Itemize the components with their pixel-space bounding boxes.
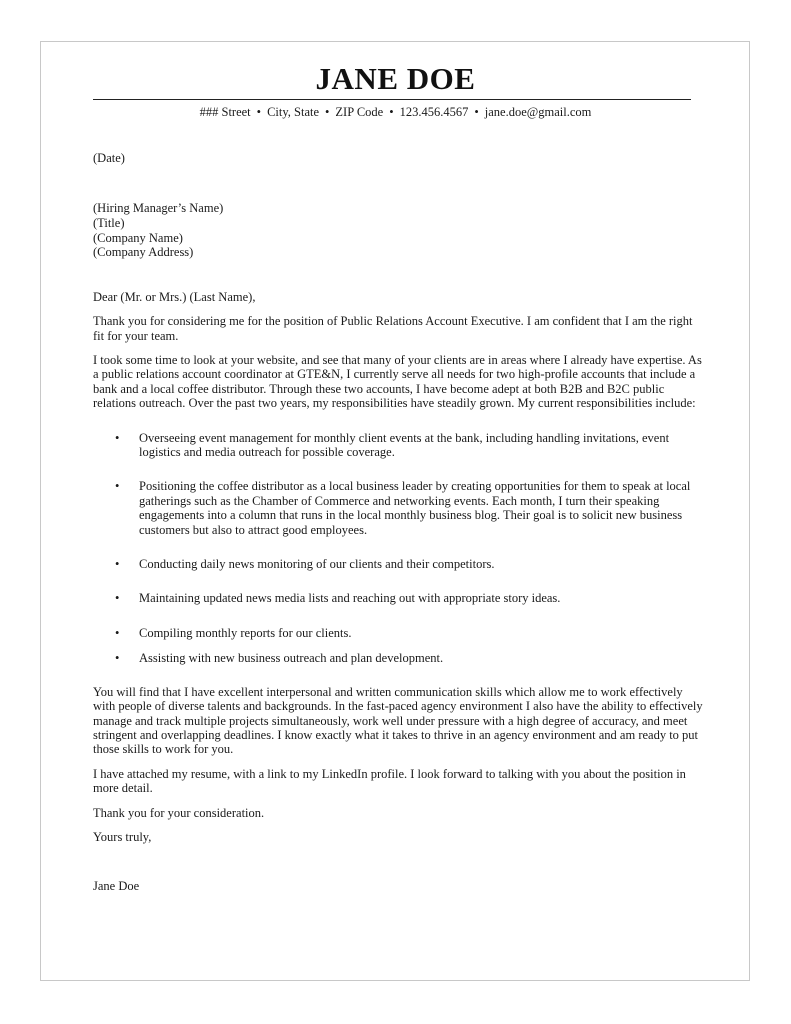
recipient-title: (Title) [93,216,125,230]
experience-paragraph: I took some time to look at your website, and see that many of your clients are in areas where I already have expertise. As a public relations account coordinator at GTE&N, I currently serve all needs for two high-profile accounts that include a bank and a local coffee distributor. Through these two accounts, I have become adept at both B2B and B2C public relations outreach. Over the past two years, my responsibilities have steadily grown. My current responsibilities include: [93,353,702,411]
list-item-text: Conducting daily news monitoring of our clients and their competitors. [139,557,495,572]
resume-paragraph: I have attached my resume, with a link to my LinkedIn profile. I look forward to talking with you about the position in more detail. [93,766,686,796]
contact-separator: • [325,105,330,119]
list-item-text: Positioning the coffee distributor as a local business leader by creating opportunities for them to speak at local gatherings such as the Chamber of Commerce and networking events. Each month, I turn their speaking engagements into a column that runs in the local monthly business blog. Their goal is to solicit new business customers but also to attract good employees. [139,479,691,537]
letter-body [93,151,703,894]
contact-line [0,104,791,120]
contact-city-state: City, State [267,105,320,119]
contact-separator: • [474,105,479,119]
bullet-icon: • [115,651,120,666]
salutation: Dear (Mr. or Mrs.) (Last Name), [93,289,256,304]
list-item [93,479,703,537]
list-item [93,557,703,571]
contact-email: jane.doe@gmail.com [484,105,592,119]
bullet-icon: • [115,557,120,572]
closing-line: Yours truly, [93,829,152,844]
list-item [93,626,703,640]
recipient-manager: (Hiring Manager’s Name) [93,201,224,216]
list-item-text: Maintaining updated news media lists and reaching out with appropriate story ideas. [139,591,561,606]
contact-separator: • [256,105,262,119]
bullet-icon: • [115,625,120,640]
contact-zip: ZIP Code [335,105,384,119]
thanks-line: Thank you for your consideration. [93,805,265,820]
list-item-text: Overseeing event management for monthly client events at the bank, including handling invitations, event logistics and media outreach for possible coverage. [139,430,670,460]
bullet-icon: • [115,591,120,606]
signature: Jane Doe [93,879,140,894]
recipient-block [93,201,703,259]
bullet-icon: • [115,430,120,445]
letter-date: (Date) [93,151,125,165]
recipient-company: (Company Name) [93,230,183,245]
responsibilities-list [93,431,703,666]
recipient-address: (Company Address) [93,245,194,260]
skills-paragraph: You will find that I have excellent interpersonal and written communication skills which allow me to work effectively with people of diverse talents and backgrounds. In the fast-paced agency environment I also have the ability to effectively manage and track multiple projects simultaneously, work well under pressure with a high degree of accuracy, and meet stringent and overlapping deadlines. I know exactly what it takes to thrive in an agency environment and am ready to put those skills to work for you. [93,684,703,757]
contact-phone: 123.456.4567 [399,105,469,119]
header-divider [93,99,691,100]
list-item [93,591,703,605]
list-item-text: Compiling monthly reports for our clients. [139,625,352,640]
list-item [93,651,703,665]
intro-paragraph: Thank you for considering me for the position of Public Relations Account Executive. I am confident that I am the right fit for your team. [93,314,693,343]
contact-street: ### Street [199,105,251,119]
contact-separator: • [389,105,394,119]
list-item [93,431,703,460]
list-item-text: Assisting with new business outreach and plan development. [139,651,444,666]
bullet-icon: • [115,479,120,494]
applicant-name: JANE DOE [315,61,476,96]
